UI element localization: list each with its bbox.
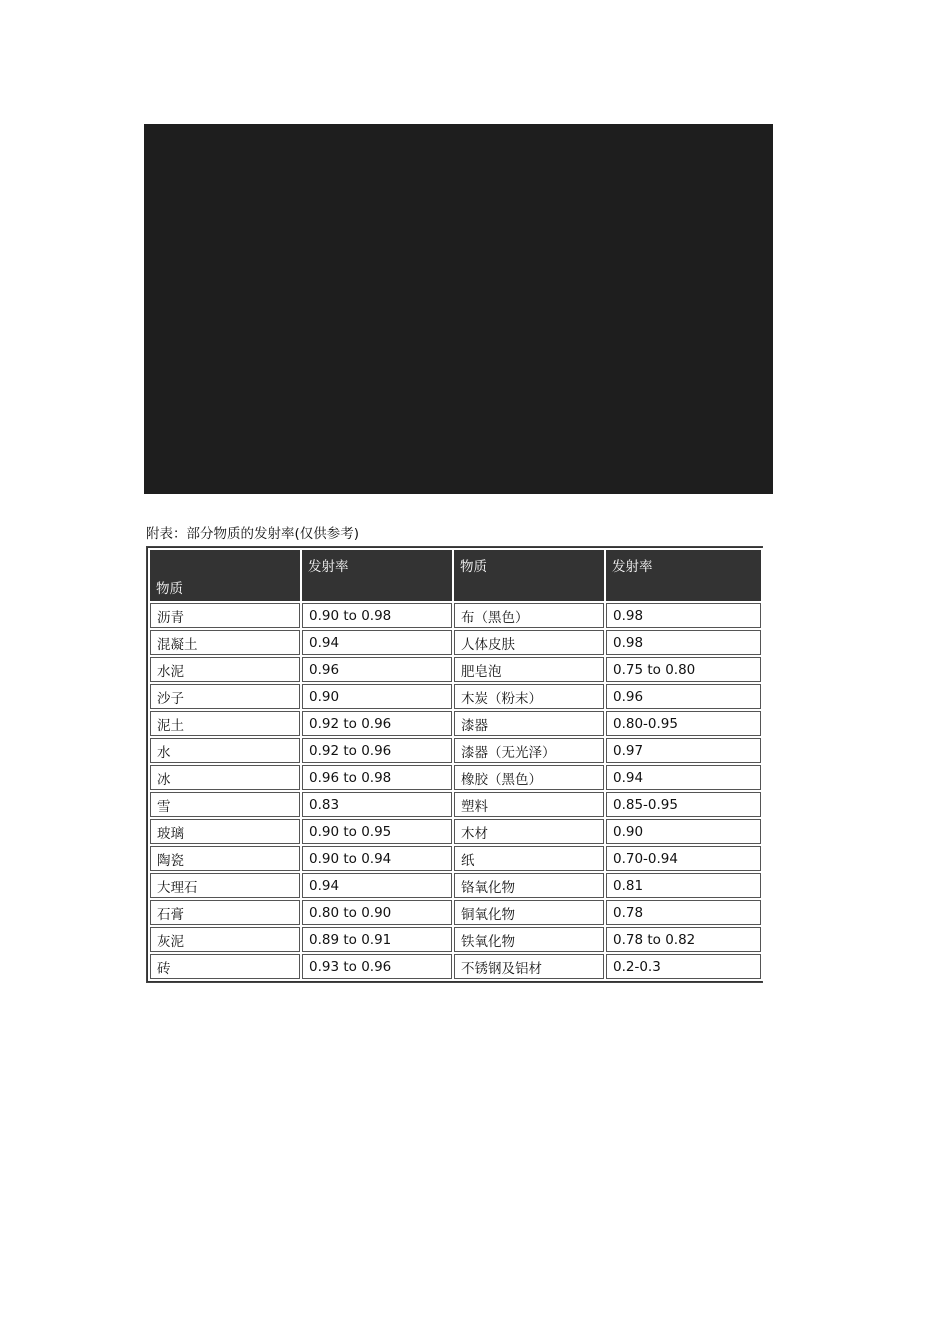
header-material-1: 物质 [150,550,300,601]
cell-emissivity-2: 0.90 [606,819,761,844]
cell-material-2: 漆器 [454,711,604,736]
cell-emissivity-1: 0.89 to 0.91 [302,927,452,952]
table-row [150,630,761,655]
cell-material-1: 沥青 [150,603,300,628]
cell-material-1: 水 [150,738,300,763]
table-row [150,819,761,844]
cell-material-2: 铜氧化物 [454,900,604,925]
cell-material-1: 冰 [150,765,300,790]
cell-emissivity-1: 0.92 to 0.96 [302,738,452,763]
cell-emissivity-1: 0.90 to 0.94 [302,846,452,871]
cell-material-2: 木炭（粉末） [454,684,604,709]
cell-emissivity-2: 0.98 [606,603,761,628]
cell-material-2: 布（黑色） [454,603,604,628]
cell-material-2: 肥皂泡 [454,657,604,682]
cell-emissivity-2: 0.96 [606,684,761,709]
cell-emissivity-1: 0.90 to 0.98 [302,603,452,628]
emissivity-table [146,546,763,983]
table-row [150,657,761,682]
cell-material-2: 纸 [454,846,604,871]
cell-emissivity-1: 0.96 to 0.98 [302,765,452,790]
cell-material-1: 石膏 [150,900,300,925]
cell-material-1: 砖 [150,954,300,979]
table-row [150,846,761,871]
cell-emissivity-2: 0.97 [606,738,761,763]
cell-material-1: 雪 [150,792,300,817]
header-emissivity-1: 发射率 [302,550,452,601]
cell-material-1: 泥土 [150,711,300,736]
cell-material-2: 漆器（无光泽） [454,738,604,763]
header-emissivity-2: 发射率 [606,550,761,601]
cell-material-2: 橡胶（黑色） [454,765,604,790]
table-row [150,792,761,817]
table-row [150,873,761,898]
cell-material-1: 沙子 [150,684,300,709]
table-row [150,927,761,952]
table-row [150,711,761,736]
header-material-2: 物质 [454,550,604,601]
cell-emissivity-1: 0.83 [302,792,452,817]
cell-emissivity-2: 0.78 to 0.82 [606,927,761,952]
cell-emissivity-1: 0.93 to 0.96 [302,954,452,979]
table-row [150,900,761,925]
cell-emissivity-1: 0.90 [302,684,452,709]
table-caption: 附表：部分物质的发射率(仅供参考) [146,526,360,542]
cell-emissivity-1: 0.96 [302,657,452,682]
cell-emissivity-2: 0.81 [606,873,761,898]
cell-emissivity-1: 0.80 to 0.90 [302,900,452,925]
cell-material-1: 玻璃 [150,819,300,844]
table-row [150,954,761,979]
cell-emissivity-1: 0.90 to 0.95 [302,819,452,844]
cell-emissivity-2: 0.75 to 0.80 [606,657,761,682]
cell-emissivity-2: 0.98 [606,630,761,655]
cell-material-2: 木材 [454,819,604,844]
cell-material-1: 混凝土 [150,630,300,655]
embedded-image [144,124,773,494]
cell-material-2: 塑料 [454,792,604,817]
cell-emissivity-1: 0.94 [302,630,452,655]
cell-emissivity-2: 0.70-0.94 [606,846,761,871]
cell-material-1: 陶瓷 [150,846,300,871]
cell-material-2: 不锈钢及铝材 [454,954,604,979]
table-row [150,603,761,628]
cell-material-1: 灰泥 [150,927,300,952]
cell-emissivity-2: 0.2-0.3 [606,954,761,979]
table-row [150,738,761,763]
cell-emissivity-2: 0.94 [606,765,761,790]
cell-emissivity-2: 0.85-0.95 [606,792,761,817]
cell-emissivity-2: 0.78 [606,900,761,925]
table-row [150,684,761,709]
cell-emissivity-1: 0.94 [302,873,452,898]
cell-emissivity-2: 0.80-0.95 [606,711,761,736]
cell-emissivity-1: 0.92 to 0.96 [302,711,452,736]
cell-material-2: 铁氧化物 [454,927,604,952]
cell-material-1: 水泥 [150,657,300,682]
cell-material-2: 人体皮肤 [454,630,604,655]
table-header-row [150,550,761,601]
table-row [150,765,761,790]
cell-material-2: 铬氧化物 [454,873,604,898]
cell-material-1: 大理石 [150,873,300,898]
